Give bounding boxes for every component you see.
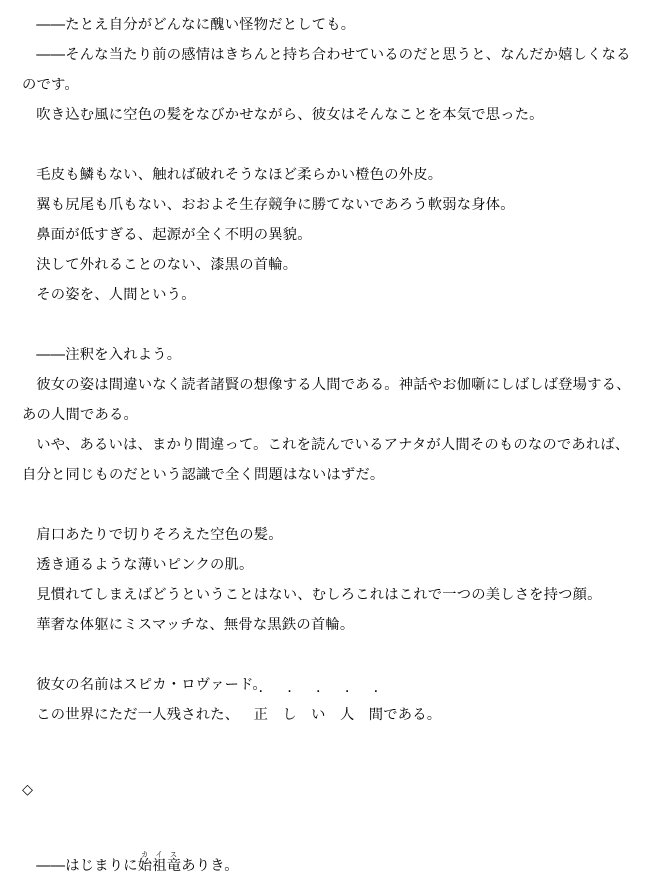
paragraph: 決して外れることのない、漆黒の首輪。 <box>36 257 298 273</box>
emphasis-char: ・ 間 <box>354 700 383 730</box>
paragraph-spacer <box>22 490 632 520</box>
emphasis-char: ・ し <box>268 700 297 730</box>
emphasis-char: ・ 正 <box>239 700 268 730</box>
paragraph-spacer <box>22 310 632 340</box>
paragraph: 見慣れてしまえばどうということはない、むしろこれはこれで一つの美しさを持つ顔。 <box>36 587 602 603</box>
paragraph-spacer <box>22 760 632 775</box>
ruby-annotation <box>137 850 182 874</box>
paragraph: ——たとえ自分がどんなに醜い怪物だとしても。 <box>36 17 356 33</box>
paragraph-text-tail: である。 <box>383 707 442 723</box>
paragraph-spacer <box>22 805 632 835</box>
ruby-reading: カイス <box>137 850 182 859</box>
paragraph: その姿を、人間という。 <box>36 287 196 303</box>
paragraph: 毛皮も鱗もない、触れば破れそうなほど柔らかい橙色の外皮。 <box>36 167 443 183</box>
emphasis-char: ・ い <box>297 700 326 730</box>
scene-break: ◇ <box>22 782 34 798</box>
ruby-base: 始祖竜 <box>137 858 182 874</box>
paragraph-with-emphasis <box>22 700 632 730</box>
paragraph-text-tail: ありき。 <box>181 858 239 874</box>
paragraph: 吹き込む風に空色の髪をなびかせながら、彼女はそんなことを本気で思った。 <box>36 107 544 123</box>
paragraph: 彼女の名前はスピカ・ロヴァード。 <box>36 677 267 693</box>
paragraph: ——そんな当たり前の感情はきちんと持ち合わせているのだと思うと、なんだか嬉しくなるのです。 <box>22 47 631 93</box>
paragraph-spacer <box>22 640 632 670</box>
paragraph-spacer <box>22 835 632 850</box>
paragraph: 肩口あたりで切りそろえた空色の髪。 <box>36 527 283 543</box>
emphasis-char: ・ 人 <box>326 700 355 730</box>
paragraph-spacer <box>22 130 632 160</box>
paragraph-text-lead: この世界にただ一人残された、 <box>36 707 240 723</box>
paragraph: 鼻面が低すぎる、起源が全く不明の異貌。 <box>36 227 312 243</box>
paragraph: 彼女の姿は間違いなく読者諸賢の想像する人間である。神話やお伽噺にしばしば登場する、あの人間である。 <box>22 377 631 423</box>
paragraph-spacer <box>22 730 632 760</box>
paragraph-with-ruby <box>22 850 632 881</box>
novel-body <box>22 10 632 881</box>
paragraph: いや、あるいは、まかり間違って。これを読んでいるアナタが人間そのものなのであれば、自分と同じものだという認識で全く問題はないはずだ。 <box>22 437 630 483</box>
paragraph: ——注釈を入れよう。 <box>36 347 182 363</box>
paragraph: 透き通るような薄いピンクの肌。 <box>36 557 254 573</box>
paragraph-text-lead: ——はじまりに <box>36 858 138 874</box>
paragraph: 華奢な体躯にミスマッチな、無骨な黒鉄の首輪。 <box>36 617 355 633</box>
paragraph: 翼も尻尾も爪もない、おおよそ生存競争に勝てないであろう軟弱な身体。 <box>36 197 515 213</box>
